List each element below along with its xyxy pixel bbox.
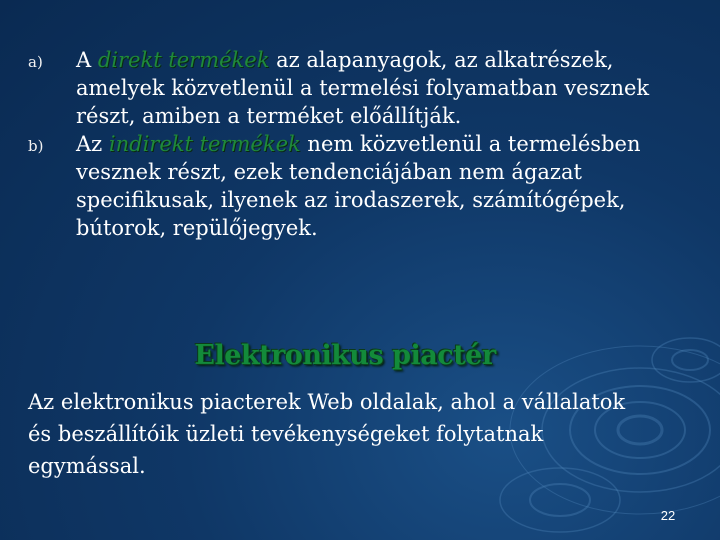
list-item-b: [28, 130, 698, 242]
list-marker: b): [28, 137, 44, 155]
item-emphasis: direkt termékek: [97, 48, 270, 72]
item-text-pre: A: [76, 48, 98, 72]
item-text-pre: Az: [76, 132, 109, 156]
definition-paragraph: Az elektronikus piacterek Web oldalak, ahol a vállalatok és beszállítóik üzleti tevékenységeket folytatnak egymással.: [28, 390, 626, 478]
bullet-list: [28, 46, 698, 242]
item-emphasis: indirekt termékek: [108, 132, 301, 156]
item-text-post: nem közvetlenül a termelésben vesznek részt, ezek tendenciájában nem ágazat specifikusak, ilyenek az irodaszerek, számítógépek, bútorok, repülőjegyek.: [76, 132, 641, 240]
list-item-a: [28, 46, 698, 130]
list-marker: a): [28, 53, 43, 71]
section-heading: Elektronikus piactér: [194, 340, 496, 371]
item-text-post: az alapanyagok, az alkatrészek, amelyek közvetlenül a termelési folyamatban vesznek részt, amiben a terméket előállítják.: [76, 48, 650, 128]
page-number: 22: [660, 508, 676, 523]
